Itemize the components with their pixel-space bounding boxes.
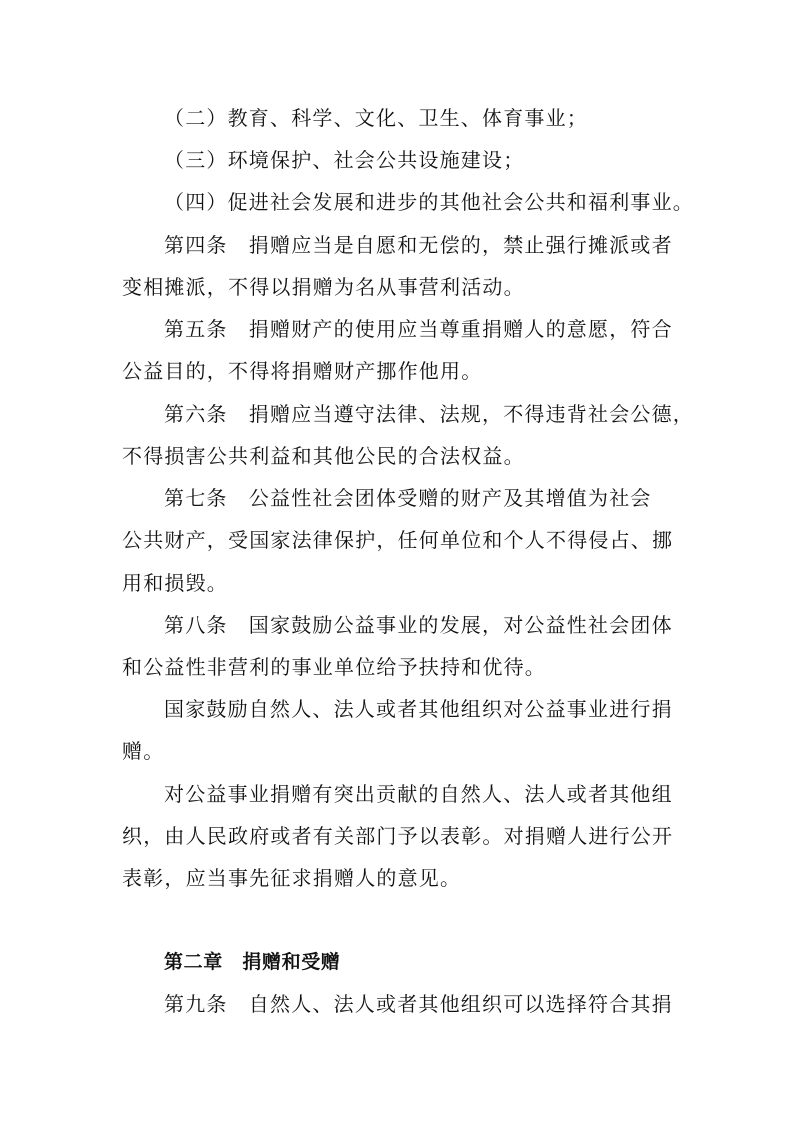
paragraph-line: 用和损毁。 [122,571,228,595]
paragraph-line: 国家鼓励自然人、法人或者其他组织对公益事业进行捐 [164,697,673,721]
article-7-line: 第七条 公益性社会团体受赠的财产及其增值为社会 [164,486,652,510]
paragraph-line: 公益目的，不得将捐赠财产挪作他用。 [122,359,483,383]
chapter-heading: 第二章 捐赠和受赠 [164,951,341,973]
paragraph-line: 赠。 [122,739,165,763]
article-5-line: 第五条 捐赠财产的使用应当尊重捐赠人的意愿，符合 [164,317,673,341]
paragraph-line: 织，由人民政府或者有关部门予以表彰。对捐赠人进行公开 [122,824,674,848]
paragraph-line: 和公益性非营利的事业单位给予扶持和优待。 [122,655,546,679]
article-4-line: 第四条 捐赠应当是自愿和无偿的，禁止强行摊派或者 [164,233,673,257]
paragraph-line: 不得损害公共利益和其他公民的合法权益。 [122,444,525,468]
article-8-line: 第八条 国家鼓励公益事业的发展，对公益性社会团体 [164,613,673,637]
article-9-line: 第九条 自然人、法人或者其他组织可以选择符合其捐 [164,992,673,1016]
article-6-line: 第六条 捐赠应当遵守法律、法规，不得违背社会公德， [164,402,694,426]
paragraph-line: （三）环境保护、社会公共设施建设； [164,148,525,172]
paragraph-line: 对公益事业捐赠有突出贡献的自然人、法人或者其他组 [164,782,673,806]
paragraph-line: 公共财产，受国家法律保护，任何单位和个人不得侵占、挪 [122,528,674,552]
paragraph-line: （二）教育、科学、文化、卫生、体育事业； [164,106,588,130]
paragraph-line: 表彰，应当事先征求捐赠人的意见。 [122,866,462,890]
paragraph-line: 变相摊派，不得以捐赠为名从事营利活动。 [122,275,525,299]
paragraph-line: （四）促进社会发展和进步的其他社会公共和福利事业。 [164,190,694,214]
